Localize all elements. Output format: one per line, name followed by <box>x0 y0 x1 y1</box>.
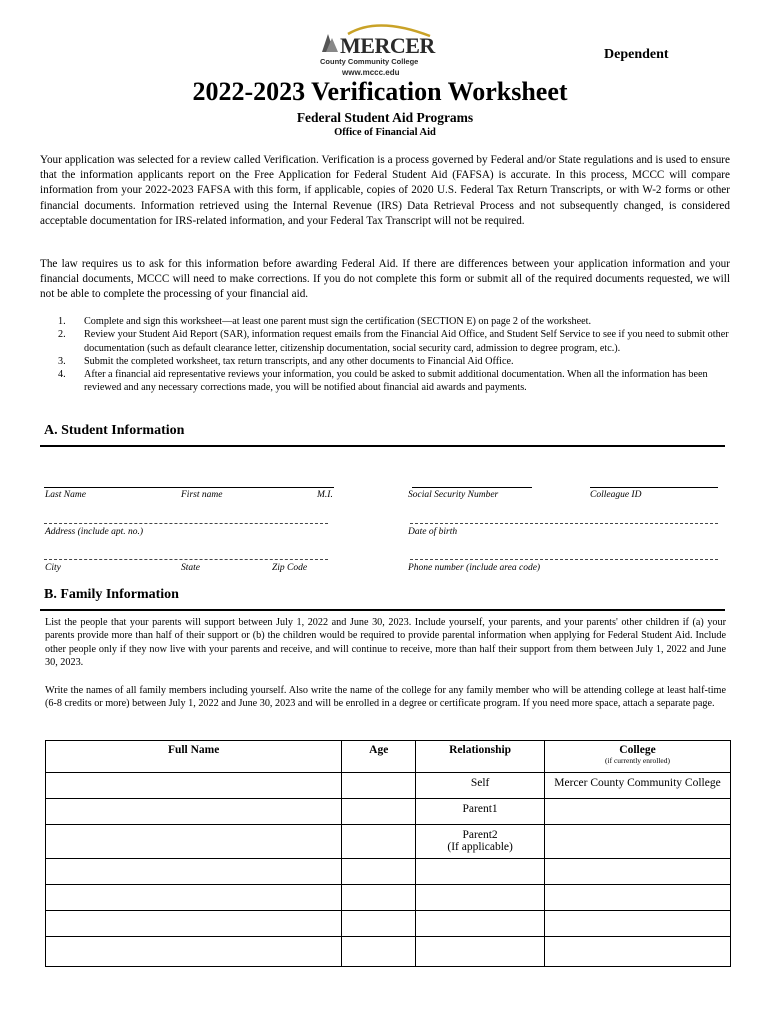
full-name-cell[interactable] <box>46 773 342 799</box>
college-cell[interactable] <box>545 825 731 859</box>
phone-label: Phone number (include area code) <box>408 563 541 573</box>
college-cell[interactable] <box>545 799 731 825</box>
table-row <box>46 911 731 937</box>
full-name-header: Full Name <box>46 741 342 773</box>
instruction-steps <box>58 315 730 395</box>
step-item <box>58 355 730 368</box>
relationship-cell[interactable] <box>416 859 545 885</box>
college-cell[interactable] <box>545 911 731 937</box>
step-number: 2. <box>58 329 66 341</box>
ssn-field[interactable] <box>412 487 532 488</box>
age-cell[interactable] <box>342 825 416 859</box>
section-b-rule <box>40 609 725 611</box>
dependent-label: Dependent <box>604 47 669 62</box>
zip-label: Zip Code <box>272 563 308 573</box>
step-text: Complete and sign this worksheet—at least one parent must sign the certification (SECTION E) on page 2 of the worksheet. <box>84 316 591 327</box>
full-name-cell[interactable] <box>46 859 342 885</box>
age-header: Age <box>342 741 416 773</box>
colleague-id-field[interactable] <box>590 487 718 488</box>
page-title <box>0 77 770 107</box>
relationship-cell: Parent1 <box>416 799 545 825</box>
age-cell[interactable] <box>342 885 416 911</box>
section-a-rule <box>40 445 725 447</box>
mi-label: M.I. <box>317 490 333 500</box>
section-a-heading: A. Student Information <box>44 423 185 438</box>
intro-paragraph-1: Your application was selected for a review called Verification. Verification is a process governed by Federal and/or State regulations and is used to ensure that the information applicants report on the Free Application for Federal Student Aid (FAFSA) is accurate. In this process, MCCC will compare information from your 2022-2023 FAFSA with this form, if applicable, copies of 2020 U.S. Federal Tax Return Transcripts, or with W-2 forms or other financial documents. Information retrieved using the Internal Revenue (IRS) Data Retrieval Process and not subsequently changed, is considered acceptable documentation for IRS-related information, and your Federal Tax Transcript will not be required. <box>40 154 730 227</box>
age-cell[interactable] <box>342 911 416 937</box>
step-text: After a financial aid representative reviews your information, you could be asked to submit additional documentation. When all the information has been reviewed and any necessary corrections made, you will be notified about financial aid awards and payments. <box>84 369 708 394</box>
table-row <box>46 773 731 799</box>
age-cell[interactable] <box>342 937 416 967</box>
step-number: 4. <box>58 369 66 381</box>
mercer-logo <box>318 22 438 80</box>
college-cell[interactable]: Mercer County Community College <box>545 773 731 799</box>
colleague-id-label: Colleague ID <box>590 490 642 500</box>
relationship-cell[interactable] <box>416 937 545 967</box>
city-label: City <box>45 563 61 573</box>
college-cell[interactable] <box>545 937 731 967</box>
logo-name: MERCER <box>340 33 435 58</box>
table-row <box>46 937 731 967</box>
page-subtitle: Federal Student Aid Programs <box>296 110 474 125</box>
family-paragraph-2: Write the names of all family members including yourself. Also write the name of the college for any family member who will be attending college at least half-time (6-8 credits or more) between July 1, 2022 and June 30, 2023 and will be enrolled in a degree or certificate program. If you need more space, attach a separate page. <box>45 685 726 710</box>
office-label: Office of Financial Aid <box>334 127 436 138</box>
name-field[interactable] <box>44 487 334 488</box>
table-row <box>46 859 731 885</box>
intro-paragraph-2: The law requires us to ask for this information before awarding Federal Aid. If there are differences between your application information and your financial documents, MCCC will need to make corrections. If you do not complete this form or submit all of the required documents requested, we will not be able to complete the processing of your financial aid. <box>40 258 730 301</box>
full-name-cell[interactable] <box>46 911 342 937</box>
relationship-cell <box>416 825 545 859</box>
last-name-label: Last Name <box>45 490 86 500</box>
full-name-cell[interactable] <box>46 799 342 825</box>
college-cell[interactable] <box>545 859 731 885</box>
age-cell[interactable] <box>342 799 416 825</box>
step-number: 3. <box>58 355 66 367</box>
relationship-cell[interactable] <box>416 885 545 911</box>
age-cell[interactable] <box>342 859 416 885</box>
age-cell[interactable] <box>342 773 416 799</box>
full-name-cell[interactable] <box>46 937 342 967</box>
address-label: Address (include apt. no.) <box>45 527 144 537</box>
ssn-label: Social Security Number <box>408 490 499 500</box>
relationship-cell[interactable] <box>416 911 545 937</box>
dob-field[interactable] <box>410 523 718 524</box>
section-b-heading: B. Family Information <box>44 587 179 602</box>
college-header-sub: (if currently enrolled) <box>605 756 670 765</box>
table-row <box>46 825 731 859</box>
step-text: Submit the completed worksheet, tax return transcripts, and any other documents to Financial Aid Office. <box>84 355 514 367</box>
family-table <box>45 740 731 967</box>
college-header-label: College <box>619 744 656 756</box>
logo-url: www.mccc.edu <box>342 68 400 77</box>
relationship-note: (If applicable) <box>447 841 513 853</box>
college-header <box>545 741 731 773</box>
step-item <box>58 328 730 355</box>
address-field[interactable] <box>44 523 328 524</box>
table-row <box>46 799 731 825</box>
state-label: State <box>181 563 200 573</box>
college-cell[interactable] <box>545 885 731 911</box>
page-title-text: 2022-2023 Verification Worksheet <box>192 77 568 106</box>
relationship-cell: Self <box>416 773 545 799</box>
step-item <box>58 368 730 395</box>
city-state-zip-field[interactable] <box>44 559 328 560</box>
first-name-label: First name <box>181 490 223 500</box>
step-item <box>58 315 730 328</box>
full-name-cell[interactable] <box>46 825 342 859</box>
family-paragraph-1: List the people that your parents will support between July 1, 2022 and June 30, 2023. Include yourself, your parents, and your parents' other children if (a) your parents provide more than half of their support or (b) the children would be required to provide parental information when applying for Federal Student Aid. Include other people only if they now live with your parents and receive, and will continue to receive, more than half their support from them between July 1, 2022 and June 30, 2023. <box>45 617 726 668</box>
step-text: Review your Student Aid Report (SAR), information request emails from the Financial Aid Office, and Student Self Service to see if you need to submit other documentation (such as default clearance letter, citizenship documentation, social security card, admission to degree program, etc.). <box>84 329 729 354</box>
phone-field[interactable] <box>410 559 718 560</box>
table-row <box>46 885 731 911</box>
step-number: 1. <box>58 316 66 327</box>
relationship-header: Relationship <box>416 741 545 773</box>
logo-subtitle: County Community College <box>320 57 419 66</box>
relationship-text: Parent2 <box>462 829 498 841</box>
table-header-row <box>46 741 731 773</box>
dob-label: Date of birth <box>408 527 458 537</box>
full-name-cell[interactable] <box>46 885 342 911</box>
